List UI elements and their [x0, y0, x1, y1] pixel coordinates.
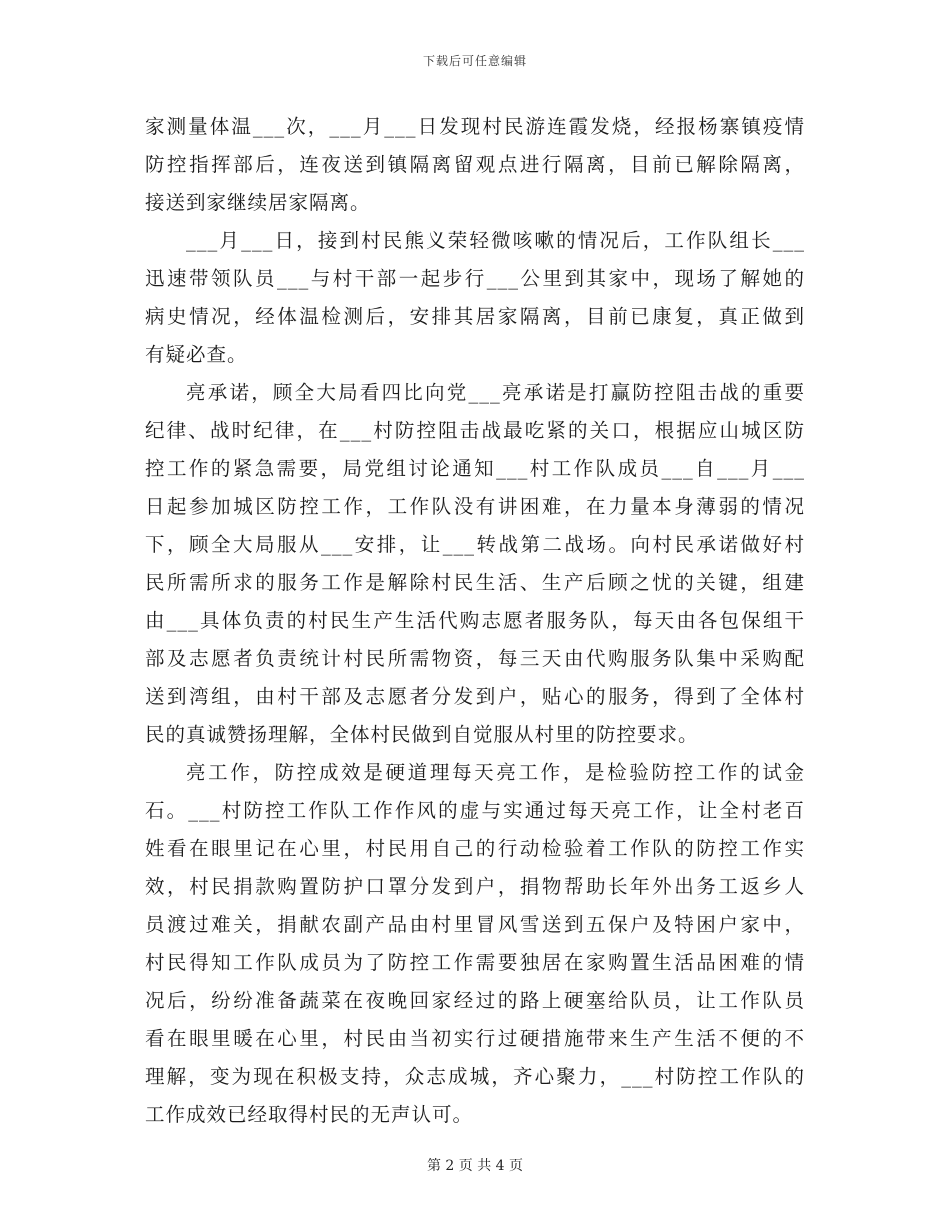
text-line: 有疑必查。: [145, 343, 248, 366]
text-line: 防控指挥部后，连夜送到镇隔离留观点进行隔离，目前已解除隔离，: [145, 153, 805, 176]
text-line: 接送到家继续居家隔离。: [145, 191, 371, 214]
text-line: 由___具体负责的村民生产生活代购志愿者服务队，每天由各包保组干: [145, 609, 805, 632]
text-line: 亮工作，防控成效是硬道理每天亮工作，是检验防控工作的试金: [186, 761, 805, 784]
text-line: 日起参加城区防控工作，工作队没有讲困难，在力量本身薄弱的情况: [145, 495, 805, 518]
text-line: 员渡过难关，捐献农副产品由村里冒风雪送到五保户及特困户家中，: [145, 913, 805, 936]
paragraph: [145, 374, 805, 754]
text-line: 看在眼里暖在心里，村民由当初实行过硬措施带来生产生活不便的不: [145, 1027, 805, 1050]
text-line: 况后，纷纷准备蔬菜在夜晚回家经过的路上硬塞给队员，让工作队员: [145, 989, 805, 1012]
text-line: 姓看在眼里记在心里，村民用自己的行动检验着工作队的防控工作实: [145, 837, 805, 860]
text-line: 迅速带领队员___与村干部一起步行___公里到其家中，现场了解她的: [145, 267, 805, 290]
text-line: 石。___村防控工作队工作作风的虚与实通过每天亮工作，让全村老百: [145, 799, 805, 822]
text-line: 理解，变为现在积极支持，众志成城，齐心聚力，___村防控工作队的: [145, 1065, 805, 1088]
text-line: 工作成效已经取得村民的无声认可。: [145, 1103, 474, 1126]
text-line: 送到湾组，由村干部及志愿者分发到户，贴心的服务，得到了全体村: [145, 685, 805, 708]
text-line: 民的真诚赞扬理解，全体村民做到自觉服从村里的防控要求。: [145, 723, 699, 746]
text-line: 下，顾全大局服从___安排，让___转战第二战场。向村民承诺做好村: [145, 533, 805, 556]
text-line: 村民得知工作队成员为了防控工作需要独居在家购置生活品困难的情: [145, 951, 805, 974]
page-header: 下载后可任意编辑: [422, 54, 527, 68]
text-line: 亮承诺，顾全大局看四比向党___亮承诺是打赢防控阻击战的重要: [186, 381, 805, 404]
text-line: 家测量体温___次，___月___日发现村民游连霞发烧，经报杨寨镇疫情: [145, 115, 805, 138]
text-line: 民所需所求的服务工作是解除村民生活、生产后顾之忧的关键，组建: [145, 571, 805, 594]
text-line: 控工作的紧急需要，局党组讨论通知___村工作队成员___自___月___: [145, 457, 805, 480]
text-line: ___月___日，接到村民熊义荣轻微咳嗽的情况后，工作队组长___: [186, 229, 805, 252]
page-number: 第 2 页 共 4 页: [426, 1158, 524, 1174]
text-line: 部及志愿者负责统计村民所需物资，每三天由代购服务队集中采购配: [145, 647, 805, 670]
document-body: [145, 108, 805, 1134]
text-line: 纪律、战时纪律，在___村防控阻击战最吃紧的关口，根据应山城区防: [145, 419, 805, 442]
paragraph: [145, 222, 805, 374]
text-line: 效，村民捐款购置防护口罩分发到户，捐物帮助长年外出务工返乡人: [145, 875, 805, 898]
paragraph: [145, 108, 805, 222]
paragraph: [145, 754, 805, 1134]
text-line: 病史情况，经体温检测后，安排其居家隔离，目前已康复，真正做到: [145, 305, 805, 328]
